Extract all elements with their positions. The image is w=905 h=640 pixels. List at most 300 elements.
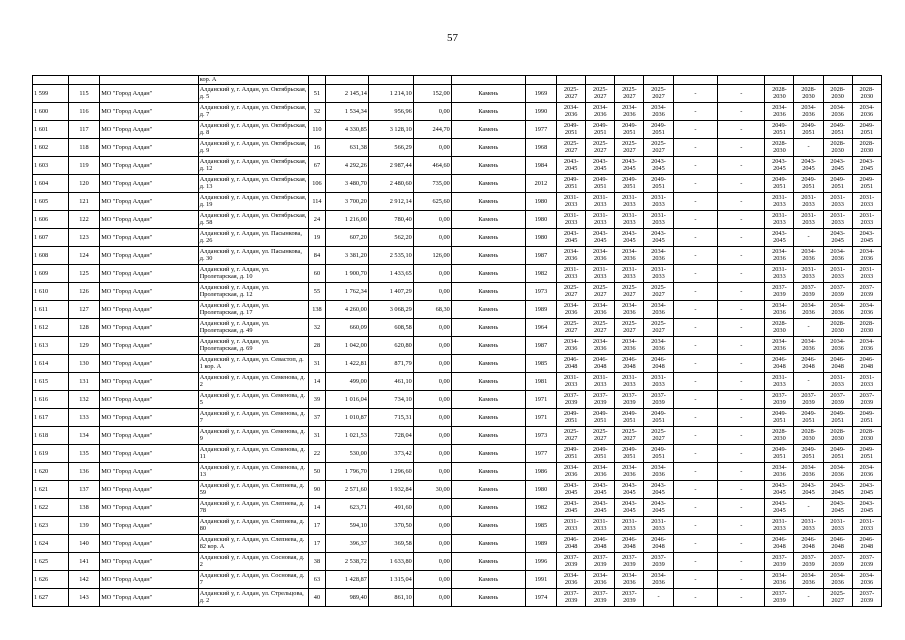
dash-2-cell: - bbox=[718, 535, 765, 553]
build-year-cell: 1982 bbox=[525, 265, 556, 283]
period-7-cell: 2031-2033 bbox=[823, 373, 852, 391]
period-4-cell: 2031-2033 bbox=[644, 211, 673, 229]
address-cell: Алданский у, г. Алдан, ул. Слепнева, д. 82 кор. А bbox=[198, 535, 308, 553]
period-5-cell: 2043-2045 bbox=[765, 157, 794, 175]
total-area-cell: 3 700,20 bbox=[326, 193, 369, 211]
dash-1-cell: - bbox=[673, 373, 718, 391]
address-cell: Алданский у, г. Алдан, ул. Семенова, д. 13 bbox=[198, 463, 308, 481]
dash-2-cell: - bbox=[718, 193, 765, 211]
build-year-cell: 1971 bbox=[525, 409, 556, 427]
apartments-count-cell: 40 bbox=[308, 589, 326, 607]
period-4-cell: 2046-2048 bbox=[644, 535, 673, 553]
dash-1-cell: - bbox=[673, 499, 718, 517]
living-area-cell: 2 912,14 bbox=[368, 193, 413, 211]
period-2-cell: 2034-2036 bbox=[586, 247, 615, 265]
dash-2-cell: - bbox=[718, 481, 765, 499]
record-id-cell: 128 bbox=[68, 319, 99, 337]
period-5-cell: 2034-2036 bbox=[765, 337, 794, 355]
row-number-cell: 1 618 bbox=[33, 427, 69, 445]
apartments-count-cell: 14 bbox=[308, 499, 326, 517]
row-number-cell: 1 610 bbox=[33, 283, 69, 301]
period-2-cell: 2031-2033 bbox=[586, 265, 615, 283]
total-area-cell: 631,38 bbox=[326, 139, 369, 157]
address-cell: Алданский у, г. Алдан, ул. Слепнева, д. 80 bbox=[198, 517, 308, 535]
dash-1-cell: - bbox=[673, 301, 718, 319]
dash-1-cell: - bbox=[673, 391, 718, 409]
period-8-cell: 2043-2045 bbox=[852, 499, 881, 517]
row-number-cell: 1 611 bbox=[33, 301, 69, 319]
period-1-cell: 2049-2051 bbox=[557, 445, 586, 463]
wall-material-cell: Камень bbox=[451, 571, 525, 589]
period-8-cell: 2028-2030 bbox=[852, 427, 881, 445]
period-7-cell: 2031-2033 bbox=[823, 517, 852, 535]
page-number: 57 bbox=[447, 32, 458, 44]
table-row bbox=[33, 121, 882, 139]
period-3-cell: 2037-2039 bbox=[615, 391, 644, 409]
period-1-cell: 2034-2036 bbox=[557, 463, 586, 481]
period-7-cell: 2034-2036 bbox=[823, 463, 852, 481]
wall-material-cell: Камень bbox=[451, 409, 525, 427]
period-3-cell: 2034-2036 bbox=[615, 463, 644, 481]
address-cell: Алданский у, г. Алдан, ул. Семенова, д. 11 bbox=[198, 445, 308, 463]
address-cell: Алданский у, г. Алдан, ул. Октябрьская, д. 12 bbox=[198, 157, 308, 175]
period-4-cell: 2049-2051 bbox=[644, 121, 673, 139]
period-8-cell: 2034-2036 bbox=[852, 247, 881, 265]
row-number-cell: 1 626 bbox=[33, 571, 69, 589]
period-7-cell: 2034-2036 bbox=[823, 103, 852, 121]
period-6-cell: - bbox=[794, 229, 823, 247]
period-3-cell: 2037-2039 bbox=[615, 553, 644, 571]
period-4-cell: 2034-2036 bbox=[644, 301, 673, 319]
period-8-cell: 2037-2039 bbox=[852, 391, 881, 409]
dash-1-cell: - bbox=[673, 247, 718, 265]
wall-material-cell: Камень bbox=[451, 139, 525, 157]
build-year-cell: 1973 bbox=[525, 283, 556, 301]
address-cell: Алданский у, г. Алдан, ул. Октябрьская, д. 7 bbox=[198, 103, 308, 121]
record-id-cell: 139 bbox=[68, 517, 99, 535]
period-6-cell: 2037-2039 bbox=[794, 391, 823, 409]
row-number-cell: 1 608 bbox=[33, 247, 69, 265]
build-year-cell: 1987 bbox=[525, 337, 556, 355]
period-6-cell: 2046-2048 bbox=[794, 535, 823, 553]
period-1-cell: 2037-2039 bbox=[557, 589, 586, 607]
row-number-cell: 1 609 bbox=[33, 265, 69, 283]
dash-1-cell: - bbox=[673, 517, 718, 535]
period-5-cell: 2031-2033 bbox=[765, 193, 794, 211]
municipality-cell: МО "Город Алдан" bbox=[100, 265, 199, 283]
period-2-cell: 2037-2039 bbox=[586, 589, 615, 607]
wall-material-cell: Камень bbox=[451, 373, 525, 391]
dash-2-cell: - bbox=[718, 409, 765, 427]
wall-material-cell: Камень bbox=[451, 391, 525, 409]
nonliving-area-cell: 0,00 bbox=[413, 319, 451, 337]
nonliving-area-cell: 0,00 bbox=[413, 427, 451, 445]
period-7-cell: 2046-2048 bbox=[823, 355, 852, 373]
row-number-cell: 1 624 bbox=[33, 535, 69, 553]
record-id-cell: 124 bbox=[68, 247, 99, 265]
wall-material-cell: Камень bbox=[451, 355, 525, 373]
wall-material-cell: Камень bbox=[451, 103, 525, 121]
dash-2-cell: - bbox=[718, 139, 765, 157]
municipality-cell: МО "Город Алдан" bbox=[100, 445, 199, 463]
period-3-cell: 2025-2027 bbox=[615, 319, 644, 337]
living-area-cell: 608,58 bbox=[368, 319, 413, 337]
period-4-cell: 2043-2045 bbox=[644, 481, 673, 499]
period-1-cell: 2049-2051 bbox=[557, 175, 586, 193]
period-4-cell: 2031-2033 bbox=[644, 265, 673, 283]
period-5-cell: 2031-2033 bbox=[765, 211, 794, 229]
nonliving-area-cell: 0,00 bbox=[413, 571, 451, 589]
municipality-cell: МО "Город Алдан" bbox=[100, 139, 199, 157]
record-id-cell: 121 bbox=[68, 193, 99, 211]
wall-material-cell: Камень bbox=[451, 337, 525, 355]
address-cell: Алданский у, г. Алдан, ул. Слепнева, д. 78 bbox=[198, 499, 308, 517]
nonliving-area-cell: 152,00 bbox=[413, 85, 451, 103]
period-5-cell: 2043-2045 bbox=[765, 481, 794, 499]
nonliving-area-cell: 30,00 bbox=[413, 481, 451, 499]
period-4-cell: - bbox=[644, 589, 673, 607]
period-1-cell: 2025-2027 bbox=[557, 427, 586, 445]
build-year-cell: 1989 bbox=[525, 301, 556, 319]
period-1-cell: 2031-2033 bbox=[557, 193, 586, 211]
row-number-cell: 1 617 bbox=[33, 409, 69, 427]
period-2-cell: 2031-2033 bbox=[586, 373, 615, 391]
table-row bbox=[33, 409, 882, 427]
address-cell: Алданский у, г. Алдан, ул. Севастоп, д. 1 кор. А bbox=[198, 355, 308, 373]
period-3-cell: 2046-2048 bbox=[615, 535, 644, 553]
period-6-cell: 2028-2030 bbox=[794, 85, 823, 103]
build-year-cell: 1982 bbox=[525, 499, 556, 517]
period-6-cell: - bbox=[794, 499, 823, 517]
dash-2-cell: - bbox=[718, 211, 765, 229]
nonliving-area-cell: 0,00 bbox=[413, 409, 451, 427]
dash-2-cell: - bbox=[718, 157, 765, 175]
nonliving-area-cell: 0,00 bbox=[413, 517, 451, 535]
build-year-cell: 1980 bbox=[525, 229, 556, 247]
apartments-count-cell: 24 bbox=[308, 211, 326, 229]
wall-material-cell: Камень bbox=[451, 553, 525, 571]
period-1-cell: 2043-2045 bbox=[557, 229, 586, 247]
municipality-cell: МО "Город Алдан" bbox=[100, 85, 199, 103]
dash-2-cell: - bbox=[718, 571, 765, 589]
dash-2-cell: - bbox=[718, 373, 765, 391]
period-3-cell: 2049-2051 bbox=[615, 175, 644, 193]
period-3-cell: 2049-2051 bbox=[615, 121, 644, 139]
period-3-cell: 2025-2027 bbox=[615, 85, 644, 103]
table-row bbox=[33, 265, 882, 283]
table-row bbox=[33, 445, 882, 463]
table-row bbox=[33, 355, 882, 373]
period-2-cell: 2046-2048 bbox=[586, 355, 615, 373]
nonliving-area-cell: 464,60 bbox=[413, 157, 451, 175]
living-area-cell: 461,10 bbox=[368, 373, 413, 391]
period-8-cell: 2031-2033 bbox=[852, 193, 881, 211]
table-row bbox=[33, 499, 882, 517]
dash-1-cell: - bbox=[673, 193, 718, 211]
row-number-cell: 1 602 bbox=[33, 139, 69, 157]
period-6-cell: 2037-2039 bbox=[794, 553, 823, 571]
dash-2-cell: - bbox=[718, 175, 765, 193]
total-area-cell: 1 796,70 bbox=[326, 463, 369, 481]
table-row bbox=[33, 85, 882, 103]
build-year-cell: 1980 bbox=[525, 193, 556, 211]
wall-material-cell: Камень bbox=[451, 121, 525, 139]
record-id-cell: 125 bbox=[68, 265, 99, 283]
build-year-cell: 1996 bbox=[525, 553, 556, 571]
record-id-cell: 132 bbox=[68, 391, 99, 409]
period-7-cell: 2043-2045 bbox=[823, 499, 852, 517]
build-year-cell: 1971 bbox=[525, 391, 556, 409]
nonliving-area-cell: 0,00 bbox=[413, 589, 451, 607]
living-area-cell: 2 987,44 bbox=[368, 157, 413, 175]
table-row bbox=[33, 301, 882, 319]
period-7-cell: 2028-2030 bbox=[823, 319, 852, 337]
living-area-cell: 370,50 bbox=[368, 517, 413, 535]
nonliving-area-cell: 0,00 bbox=[413, 211, 451, 229]
period-1-cell: 2034-2036 bbox=[557, 571, 586, 589]
period-8-cell: 2037-2039 bbox=[852, 553, 881, 571]
period-8-cell: 2034-2036 bbox=[852, 571, 881, 589]
table-row bbox=[33, 247, 882, 265]
period-5-cell: 2028-2030 bbox=[765, 85, 794, 103]
period-8-cell: 2031-2033 bbox=[852, 211, 881, 229]
municipality-cell: МО "Город Алдан" bbox=[100, 499, 199, 517]
period-5-cell: 2037-2039 bbox=[765, 553, 794, 571]
dash-1-cell: - bbox=[673, 175, 718, 193]
municipality-cell: МО "Город Алдан" bbox=[100, 319, 199, 337]
dash-2-cell: - bbox=[718, 283, 765, 301]
period-2-cell: 2043-2045 bbox=[586, 229, 615, 247]
period-7-cell: 2034-2036 bbox=[823, 301, 852, 319]
period-1-cell: 2043-2045 bbox=[557, 499, 586, 517]
table-row bbox=[33, 319, 882, 337]
living-area-cell: 734,10 bbox=[368, 391, 413, 409]
record-id-cell: 117 bbox=[68, 121, 99, 139]
table-row bbox=[33, 373, 882, 391]
period-1-cell: 2025-2027 bbox=[557, 85, 586, 103]
period-3-cell: 2043-2045 bbox=[615, 481, 644, 499]
period-3-cell: 2034-2036 bbox=[615, 337, 644, 355]
wall-material-cell: Камень bbox=[451, 535, 525, 553]
period-6-cell: 2031-2033 bbox=[794, 193, 823, 211]
total-area-cell: 1 534,34 bbox=[326, 103, 369, 121]
address-cell: Алданский у, г. Алдан, ул. Пролетарская, д. 49 bbox=[198, 319, 308, 337]
wall-material-cell: Камень bbox=[451, 229, 525, 247]
apartments-count-cell: 63 bbox=[308, 571, 326, 589]
total-area-cell: 1 762,34 bbox=[326, 283, 369, 301]
row-number-cell: 1 601 bbox=[33, 121, 69, 139]
dash-1-cell: - bbox=[673, 85, 718, 103]
wall-material-cell: Камень bbox=[451, 517, 525, 535]
row-number-cell: 1 620 bbox=[33, 463, 69, 481]
apartments-count-cell: 31 bbox=[308, 427, 326, 445]
period-2-cell: 2046-2048 bbox=[586, 535, 615, 553]
table-row bbox=[33, 337, 882, 355]
nonliving-area-cell: 0,00 bbox=[413, 265, 451, 283]
wall-material-cell: Камень bbox=[451, 175, 525, 193]
municipality-cell: МО "Город Алдан" bbox=[100, 427, 199, 445]
total-area-cell: 396,37 bbox=[326, 535, 369, 553]
period-5-cell: 2034-2036 bbox=[765, 571, 794, 589]
period-1-cell: 2049-2051 bbox=[557, 121, 586, 139]
period-6-cell: 2049-2051 bbox=[794, 121, 823, 139]
period-4-cell: 2049-2051 bbox=[644, 445, 673, 463]
dash-2-cell: - bbox=[718, 319, 765, 337]
period-5-cell: 2034-2036 bbox=[765, 463, 794, 481]
period-2-cell: 2049-2051 bbox=[586, 121, 615, 139]
row-number-cell: 1 625 bbox=[33, 553, 69, 571]
period-4-cell: 2025-2027 bbox=[644, 283, 673, 301]
dash-1-cell: - bbox=[673, 121, 718, 139]
period-7-cell: 2037-2039 bbox=[823, 391, 852, 409]
apartments-count-cell: 110 bbox=[308, 121, 326, 139]
period-1-cell: 2049-2051 bbox=[557, 409, 586, 427]
record-id-cell: 118 bbox=[68, 139, 99, 157]
period-2-cell: 2034-2036 bbox=[586, 463, 615, 481]
table-row bbox=[33, 571, 882, 589]
period-1-cell: 2031-2033 bbox=[557, 373, 586, 391]
period-7-cell: 2043-2045 bbox=[823, 157, 852, 175]
period-2-cell: 2025-2027 bbox=[586, 319, 615, 337]
record-id-cell: 141 bbox=[68, 553, 99, 571]
build-year-cell: 1984 bbox=[525, 157, 556, 175]
dash-2-cell: - bbox=[718, 355, 765, 373]
build-year-cell: 1964 bbox=[525, 319, 556, 337]
period-2-cell: 2025-2027 bbox=[586, 85, 615, 103]
period-1-cell: 2025-2027 bbox=[557, 139, 586, 157]
period-8-cell: 2028-2030 bbox=[852, 139, 881, 157]
period-5-cell: 2049-2051 bbox=[765, 121, 794, 139]
period-2-cell: 2049-2051 bbox=[586, 175, 615, 193]
living-area-cell: 715,31 bbox=[368, 409, 413, 427]
period-7-cell: 2028-2030 bbox=[823, 139, 852, 157]
housing-table bbox=[32, 75, 882, 607]
nonliving-area-cell: 735,00 bbox=[413, 175, 451, 193]
dash-2-cell: - bbox=[718, 517, 765, 535]
address-cell: Алданский у, г. Алдан, ул. Сосновая, д. 7 bbox=[198, 571, 308, 589]
table-row bbox=[33, 175, 882, 193]
record-id-cell: 135 bbox=[68, 445, 99, 463]
period-4-cell: 2031-2033 bbox=[644, 517, 673, 535]
dash-1-cell: - bbox=[673, 319, 718, 337]
apartments-count-cell: 17 bbox=[308, 517, 326, 535]
period-2-cell: 2031-2033 bbox=[586, 517, 615, 535]
address-cell: Алданский у, г. Алдан, ул. Семенова, д. 7 bbox=[198, 409, 308, 427]
period-5-cell: 2034-2036 bbox=[765, 301, 794, 319]
record-id-cell: 131 bbox=[68, 373, 99, 391]
dash-1-cell: - bbox=[673, 265, 718, 283]
wall-material-cell: Камень bbox=[451, 193, 525, 211]
period-4-cell: 2034-2036 bbox=[644, 247, 673, 265]
dash-1-cell: - bbox=[673, 463, 718, 481]
dash-1-cell: - bbox=[673, 571, 718, 589]
record-id-cell: 140 bbox=[68, 535, 99, 553]
dash-1-cell: - bbox=[673, 589, 718, 607]
period-7-cell: 2037-2039 bbox=[823, 553, 852, 571]
total-area-cell: 3 381,20 bbox=[326, 247, 369, 265]
wall-material-cell: Камень bbox=[451, 157, 525, 175]
table-row bbox=[33, 193, 882, 211]
period-3-cell: 2034-2036 bbox=[615, 103, 644, 121]
period-1-cell: 2025-2027 bbox=[557, 319, 586, 337]
period-6-cell: 2034-2036 bbox=[794, 103, 823, 121]
period-2-cell: 2034-2036 bbox=[586, 571, 615, 589]
living-area-cell: 1 433,65 bbox=[368, 265, 413, 283]
period-7-cell: 2043-2045 bbox=[823, 229, 852, 247]
period-4-cell: 2043-2045 bbox=[644, 499, 673, 517]
period-6-cell: 2028-2030 bbox=[794, 427, 823, 445]
municipality-cell: МО "Город Алдан" bbox=[100, 193, 199, 211]
municipality-cell: МО "Город Алдан" bbox=[100, 337, 199, 355]
period-2-cell: 2043-2045 bbox=[586, 481, 615, 499]
period-4-cell: 2043-2045 bbox=[644, 157, 673, 175]
period-7-cell: 2025-2027 bbox=[823, 589, 852, 607]
record-id-cell: 127 bbox=[68, 301, 99, 319]
period-7-cell: 2028-2030 bbox=[823, 85, 852, 103]
period-5-cell: 2049-2051 bbox=[765, 445, 794, 463]
period-2-cell: 2025-2027 bbox=[586, 283, 615, 301]
period-7-cell: 2034-2036 bbox=[823, 247, 852, 265]
nonliving-area-cell: 126,00 bbox=[413, 247, 451, 265]
period-7-cell: 2049-2051 bbox=[823, 121, 852, 139]
dash-2-cell: - bbox=[718, 301, 765, 319]
address-cell: кор. А bbox=[198, 76, 308, 85]
municipality-cell: МО "Город Алдан" bbox=[100, 373, 199, 391]
apartments-count-cell: 32 bbox=[308, 103, 326, 121]
period-8-cell: 2034-2036 bbox=[852, 301, 881, 319]
nonliving-area-cell: 0,00 bbox=[413, 535, 451, 553]
table-row bbox=[33, 283, 882, 301]
living-area-cell: 956,96 bbox=[368, 103, 413, 121]
apartments-count-cell: 19 bbox=[308, 229, 326, 247]
period-3-cell: 2025-2027 bbox=[615, 283, 644, 301]
municipality-cell: МО "Город Алдан" bbox=[100, 247, 199, 265]
table-row bbox=[33, 391, 882, 409]
apartments-count-cell: 14 bbox=[308, 373, 326, 391]
period-4-cell: 2037-2039 bbox=[644, 553, 673, 571]
period-1-cell: 2031-2033 bbox=[557, 211, 586, 229]
record-id-cell: 129 bbox=[68, 337, 99, 355]
period-4-cell: 2034-2036 bbox=[644, 337, 673, 355]
living-area-cell: 780,40 bbox=[368, 211, 413, 229]
dash-2-cell: - bbox=[718, 589, 765, 607]
apartments-count-cell: 55 bbox=[308, 283, 326, 301]
record-id-cell: 137 bbox=[68, 481, 99, 499]
table-row bbox=[33, 463, 882, 481]
apartments-count-cell: 31 bbox=[308, 355, 326, 373]
record-id-cell: 126 bbox=[68, 283, 99, 301]
period-6-cell: 2043-2045 bbox=[794, 481, 823, 499]
living-area-cell: 1 407,29 bbox=[368, 283, 413, 301]
apartments-count-cell: 37 bbox=[308, 409, 326, 427]
apartments-count-cell: 114 bbox=[308, 193, 326, 211]
period-4-cell: 2025-2027 bbox=[644, 85, 673, 103]
build-year-cell: 1977 bbox=[525, 121, 556, 139]
build-year-cell: 1980 bbox=[525, 481, 556, 499]
table-row bbox=[33, 229, 882, 247]
dash-1-cell: - bbox=[673, 427, 718, 445]
apartments-count-cell: 38 bbox=[308, 553, 326, 571]
nonliving-area-cell: 0,00 bbox=[413, 499, 451, 517]
living-area-cell: 3 128,10 bbox=[368, 121, 413, 139]
living-area-cell: 728,04 bbox=[368, 427, 413, 445]
address-cell: Алданский у, г. Алдан, ул. Сосновая, д. 2 bbox=[198, 553, 308, 571]
period-2-cell: 2025-2027 bbox=[586, 427, 615, 445]
build-year-cell: 1986 bbox=[525, 463, 556, 481]
period-4-cell: 2046-2048 bbox=[644, 355, 673, 373]
period-8-cell: 2043-2045 bbox=[852, 157, 881, 175]
apartments-count-cell: 106 bbox=[308, 175, 326, 193]
